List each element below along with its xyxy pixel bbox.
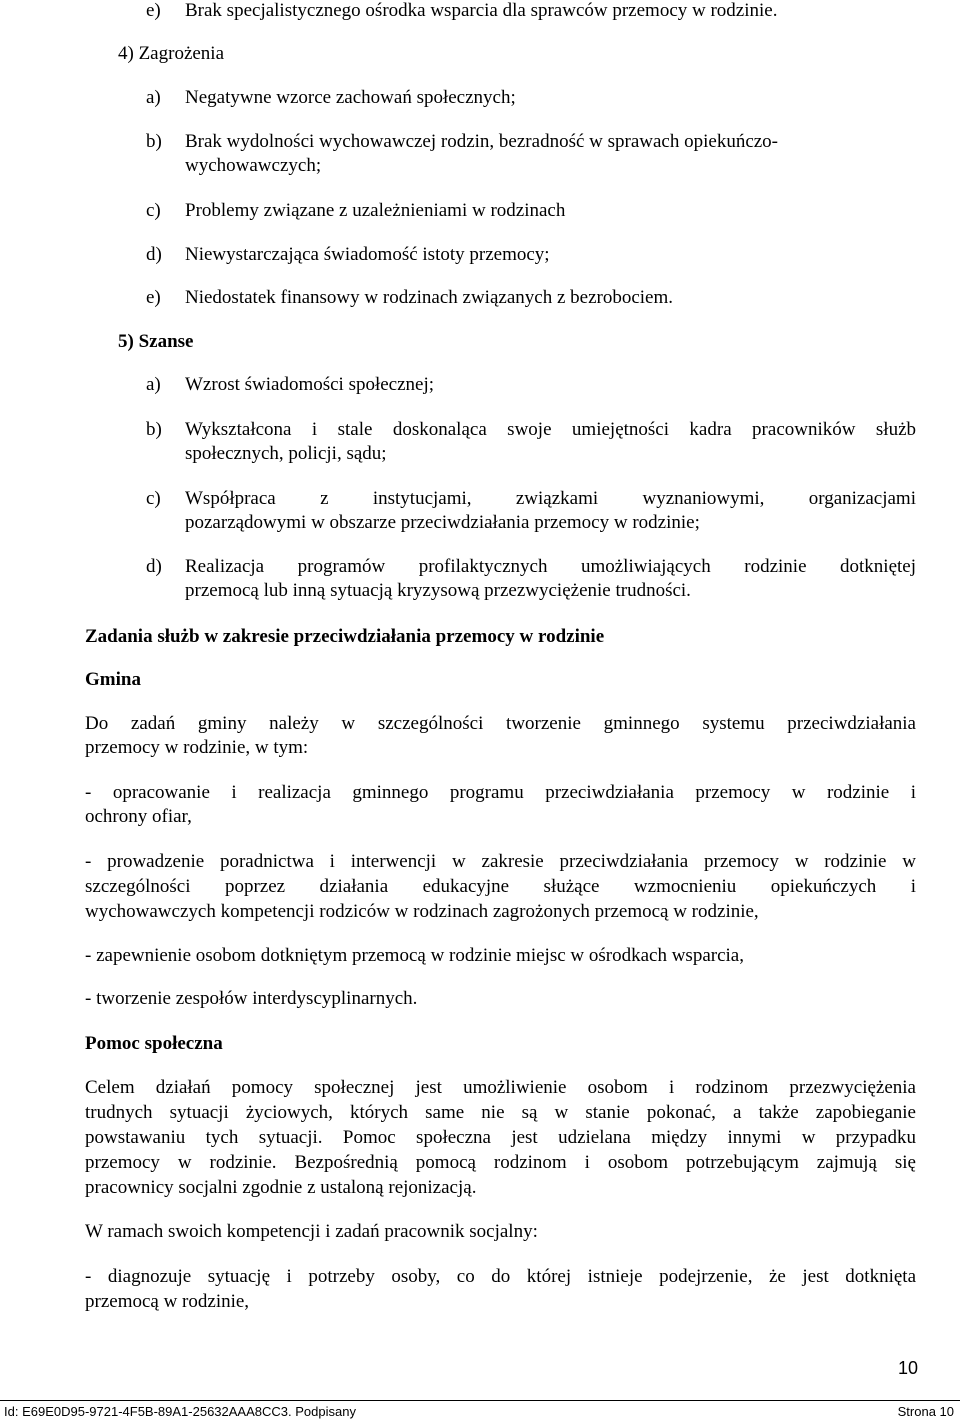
task-line: - prowadzenie poradnictwa i interwencji w zakresie przeciwdziałania przemocy w rodzinie w (85, 851, 916, 872)
paragraph-line: pracownicy socjalni zgodnie z ustaloną rejonizacją. (85, 1177, 477, 1198)
list-item-text: Brak specjalistycznego ośrodka wsparcia dla sprawców przemocy w rodzinie. (185, 0, 778, 21)
paragraph-line: Do zadań gminy należy w szczególności tworzenie gminnego systemu przeciwdziałania (85, 713, 916, 734)
footer-id: Id: E69E0D95-9721-4F5B-89A1-25632AAA8CC3. Podpisany (4, 1404, 356, 1419)
list-label: b) (146, 419, 162, 440)
task-line: wychowawczych kompetencji rodziców w rodzinach zagrożonych przemocą w rodzinie, (85, 901, 759, 922)
list-item-text: społecznych, policji, sądu; (185, 443, 387, 464)
paragraph-line: powstawaniu tych sytuacji. Pomoc społeczna jest udzielana między innymi w przypadku (85, 1127, 916, 1148)
paragraph-line: Celem działań pomocy społecznej jest umożliwienie osobom i rodzinom przezwyciężenia (85, 1077, 916, 1098)
list-label: b) (146, 131, 162, 152)
list-item-text: Wykształcona i stale doskonaląca swoje umiejętności kadra pracowników służb (185, 419, 916, 440)
list-item-text: Wzrost świadomości społecznej; (185, 374, 435, 395)
threats-heading: 4) Zagrożenia (118, 43, 225, 64)
list-label: d) (146, 244, 162, 265)
task-line: szczególności poprzez działania edukacyjne służące wzmocnieniu opiekuńczych i (85, 876, 916, 897)
list-item-text: Negatywne wzorce zachowań społecznych; (185, 87, 516, 108)
paragraph-line: przemocy w rodzinie. Bezpośrednią pomocą rodzinom i osobom potrzebującym zajmują się (85, 1152, 916, 1173)
list-item-text: Problemy związane z uzależnieniami w rodzinach (185, 200, 566, 221)
list-label: e) (146, 287, 161, 308)
list-item-text: Brak wydolności wychowawczej rodzin, bezradność w sprawach opiekuńczo- (185, 131, 779, 152)
task-line: - tworzenie zespołów interdyscyplinarnych. (85, 988, 418, 1009)
gmina-heading: Gmina (85, 669, 141, 690)
task-line: ochrony ofiar, (85, 806, 192, 827)
task-line: przemocą w rodzinie, (85, 1291, 250, 1312)
list-item-text: pozarządowymi w obszarze przeciwdziałania przemocy w rodzinie; (185, 512, 700, 533)
paragraph-line: W ramach swoich kompetencji i zadań pracownik socjalny: (85, 1221, 538, 1242)
list-label: c) (146, 200, 161, 221)
footer (0, 1401, 960, 1422)
social-help-heading: Pomoc społeczna (85, 1033, 223, 1054)
footer-page-label: Strona 10 (897, 1404, 954, 1419)
paragraph-line: przemocy w rodzinie, w tym: (85, 737, 309, 758)
page-number: 10 (898, 1358, 919, 1378)
list-item-text: wychowawczych; (185, 155, 322, 176)
list-label: a) (146, 374, 161, 395)
paragraph-line: trudnych sytuacji życiowych, których same nie są w stanie pokonać, a także zapobieganie (85, 1102, 916, 1123)
task-line: - diagnozuje sytuację i potrzeby osoby, co do której istnieje podejrzenie, że jest dotknięta (85, 1266, 916, 1287)
list-item-text: przemocą lub inną sytuacją kryzysową przezwyciężenie trudności. (185, 580, 691, 601)
list-label: d) (146, 556, 162, 577)
list-label: e) (146, 0, 161, 21)
list-item-text: Realizacja programów profilaktycznych umożliwiających rodzinie dotkniętej (185, 556, 916, 577)
list-label: c) (146, 488, 161, 509)
list-item-text: Niewystarczająca świadomość istoty przemocy; (185, 244, 550, 265)
task-line: - opracowanie i realizacja gminnego programu przeciwdziałania przemocy w rodzinie i (85, 782, 916, 803)
section-title: Zadania służb w zakresie przeciwdziałania przemocy w rodzinie (85, 626, 605, 647)
list-item-text: Niedostatek finansowy w rodzinach związanych z bezrobociem. (185, 287, 673, 308)
list-label: a) (146, 87, 161, 108)
task-line: - zapewnienie osobom dotkniętym przemocą w rodzinie miejsc w ośrodkach wsparcia, (85, 945, 744, 966)
opportunities-heading: 5) Szanse (118, 331, 194, 352)
list-item-text: Współpraca z instytucjami, związkami wyznaniowymi, organizacjami (185, 488, 916, 509)
